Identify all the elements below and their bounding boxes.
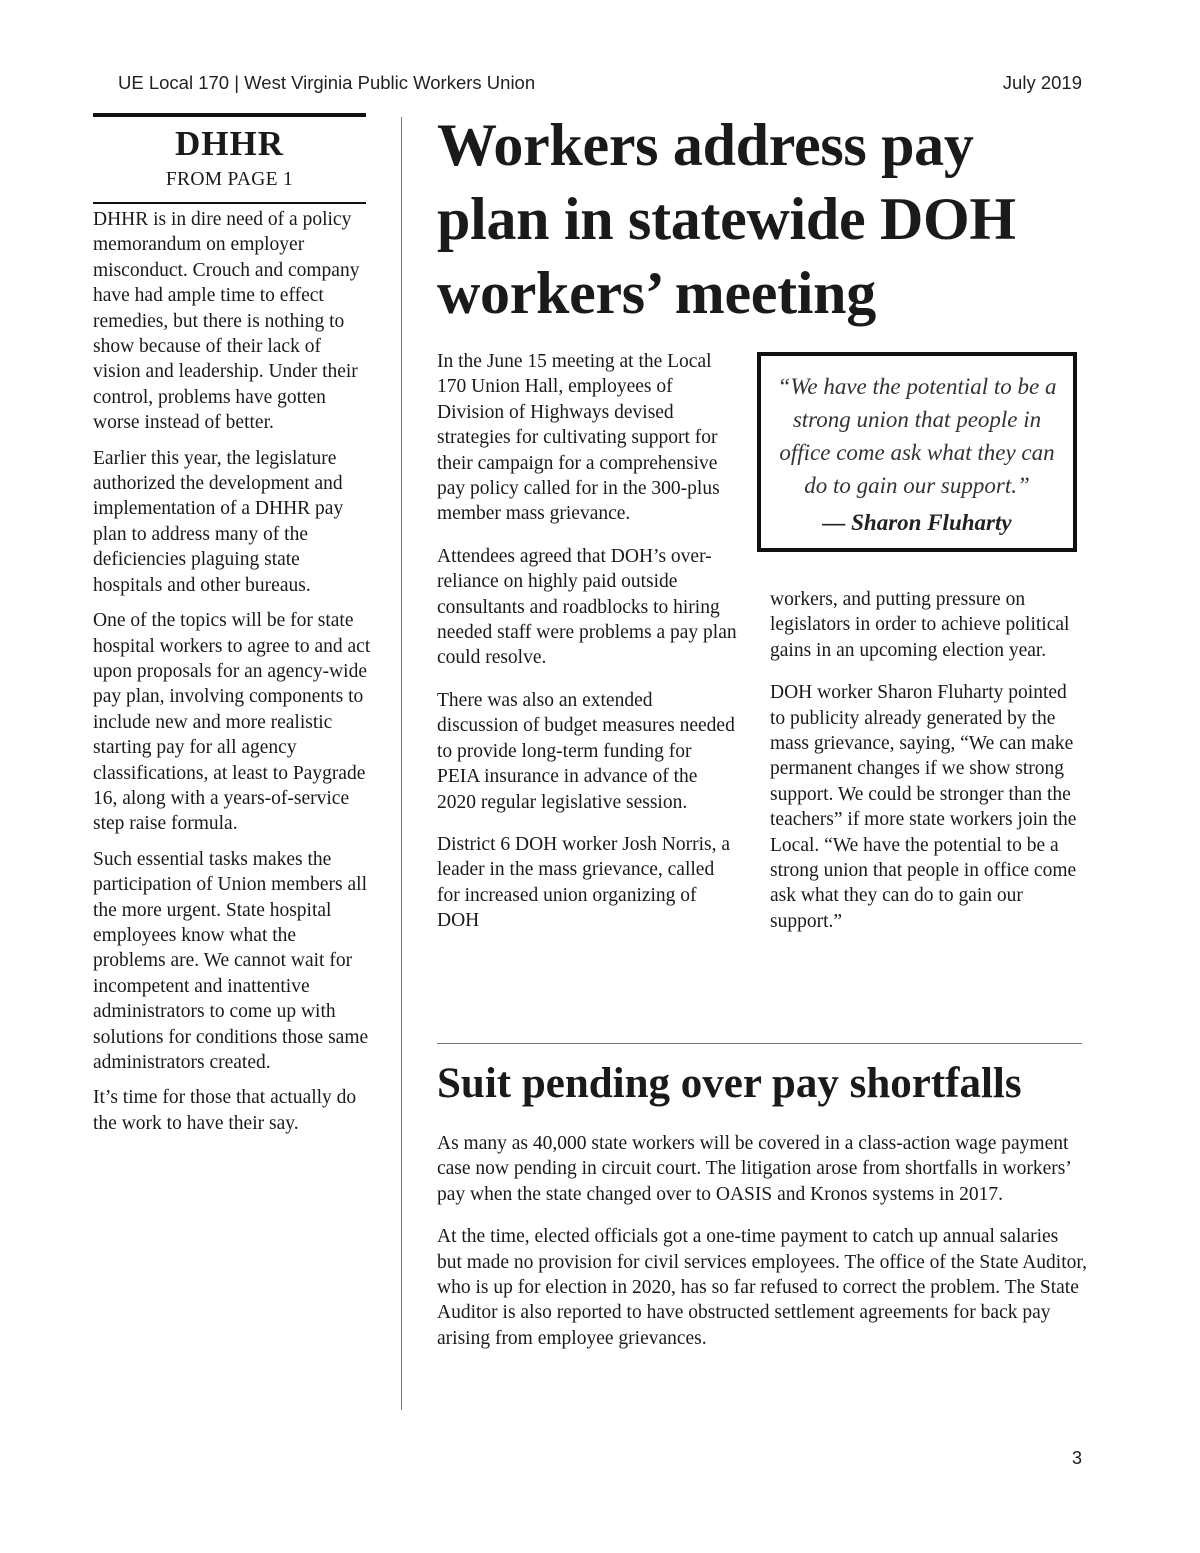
article-column-1 (437, 349, 737, 951)
article-paragraph: workers, and putting pressure on legislators in order to achieve political gains in an upcoming election year. (770, 589, 1070, 661)
pull-quote-box (757, 352, 1077, 552)
running-header-date: July 2019 (1002, 72, 1082, 93)
sidebar-bottom-rule (93, 202, 366, 204)
sidebar-subtitle: FROM PAGE 1 (165, 169, 294, 190)
pull-quote-text: “We have the potential to be a strong union that people in office come ask what they can do to gain our support.” (777, 374, 1057, 498)
article2-paragraph: At the time, elected officials got a one-time payment to catch up annual salaries but made no provision for civil services employees. The office of the State Auditor, who is up for election in 2020, has so far refused to correct the problem. The State Auditor is also reported to have obstructed settlement agreements for back pay arising from employee grievances. (437, 1226, 1087, 1349)
column-divider (401, 117, 402, 1410)
article-paragraph: District 6 DOH worker Josh Norris, a leader in the mass grievance, called for increased union organizing of DOH (437, 833, 730, 932)
page-number: 3 (1071, 1448, 1082, 1468)
article-paragraph: In the June 15 meeting at the Local 170 Union Hall, employees of Division of Highways devised strategies for cultivating support for their campaign for a comprehensive pay policy called for in the 300-plus member mass grievance. (437, 351, 720, 525)
article2-body (437, 1131, 1087, 1368)
article2-paragraph: As many as 40,000 state workers will be covered in a class-action wage payment case now pending in circuit court. The litigation arose from shortfalls in workers’ pay when the state changed over to OASIS and Kronos systems in 2017. (437, 1133, 1071, 1205)
article-column-2 (770, 587, 1082, 951)
pull-quote-attribution: — Sharon Fluharty (822, 510, 1012, 535)
sidebar-paragraph: It’s time for those that actually do the work to have their say. (93, 1087, 357, 1134)
article-paragraph: There was also an extended discussion of budget measures needed to provide long-term funding for PEIA insurance in advance of the 2020 regular legislative session. (437, 689, 735, 813)
article2-headline: Suit pending over pay shortfalls (437, 1060, 1022, 1107)
running-header-publication: UE Local 170 | West Virginia Public Workers Union (118, 72, 536, 93)
sidebar-paragraph: Such essential tasks makes the participation of Union members all the more urgent. State hospital employees know what the problems are. We cannot wait for incompetent and inattentive administrators to come up with solutions for conditions those same administrators created. (93, 848, 369, 1073)
section-divider (437, 1043, 1082, 1044)
article-paragraph: DOH worker Sharon Fluharty pointed to publicity already generated by the mass grievance, saying, “We can make permanent changes if we show strong support. We could be stronger than the teachers” if more state workers join the Local. “We have the potential to be a strong union that people in office come ask what they can do to gain our support.” (770, 682, 1077, 932)
sidebar-top-rule (93, 113, 366, 117)
sidebar-paragraph: DHHR is in dire need of a policy memorandum on employer misconduct. Crouch and company have had ample time to effect remedies, but there is nothing to show because of their lack of vision and leadership. Under their control, problems have gotten worse instead of better. (93, 209, 360, 434)
article-paragraph: Attendees agreed that DOH’s over-reliance on highly paid outside consultants and roadblocks to hiring needed staff were problems a pay plan could resolve. (437, 545, 737, 669)
article-headline: Workers address pay plan in statewide DOH workers’ meeting (437, 112, 1016, 326)
sidebar-body (93, 207, 373, 1146)
sidebar-paragraph: Earlier this year, the legislature authorized the development and implementation of a DHHR pay plan to address many of the deficiencies plaguing state hospitals and other bureaus. (93, 447, 344, 596)
sidebar-paragraph: One of the topics will be for state hospital workers to agree to and act upon proposals for an agency-wide pay plan, involving components to include new and more realistic starting pay for all agency classifications, at least to Paygrade 16, along with a years-of-service step raise formula. (93, 610, 371, 835)
sidebar-title: DHHR (175, 124, 284, 163)
